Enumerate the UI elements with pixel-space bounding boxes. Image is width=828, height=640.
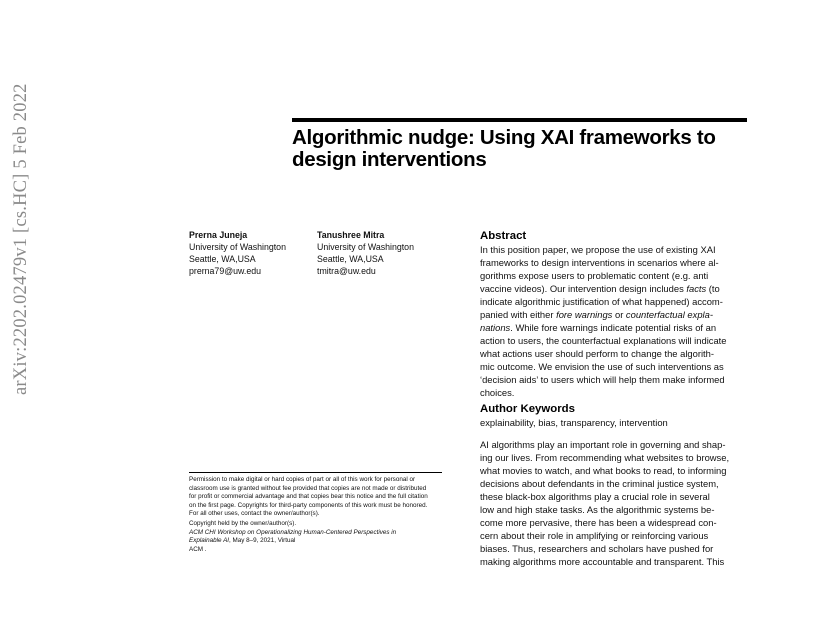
venue-emphasis: Explainable AI — [189, 537, 230, 545]
abstract-line: gorithms expose users to problematic content (e.g. anti — [480, 270, 709, 281]
abstract-fragment: . While fore warnings indicate potential risks of an — [510, 322, 717, 333]
arxiv-identifier-stamp: arXiv:2202.02479v1 [cs.HC] 5 Feb 2022 — [11, 83, 31, 395]
abstract-line: In this position paper, we propose the use of existing XAI — [480, 244, 716, 255]
abstract-line — [480, 308, 738, 321]
keywords-section — [480, 402, 738, 429]
intro-line: decisions about defendants in the criminal justice system, — [480, 478, 719, 489]
intro-line: ing our lives. From recommending what websites to browse, — [480, 452, 730, 463]
abstract-line — [480, 282, 738, 295]
permission-line: on the first page. Copyrights for third-party components of this work must be honored. — [189, 501, 428, 509]
intro-line: what movies to watch, and what books to read, to informing — [480, 465, 727, 476]
keywords-text: explainability, bias, transparency, intervention — [480, 417, 668, 428]
abstract-line — [480, 321, 738, 334]
permission-line: For all other uses, contact the owner/author(s). — [189, 510, 320, 518]
intro-line: come more pervasive, there has been a widespread con- — [480, 517, 717, 528]
intro-line: cern about their role in amplifying or reinforcing various — [480, 530, 709, 541]
title-line-1: Algorithmic nudge: Using XAI frameworks to — [292, 126, 716, 149]
paper-title — [292, 127, 747, 171]
permission-line: Permission to make digital or hard copies of part or all of this work for personal or — [189, 476, 416, 483]
permission-notice — [189, 476, 449, 519]
abstract-fragment: or — [612, 309, 626, 320]
keywords-heading: Author Keywords — [480, 403, 575, 415]
intro-line: making algorithms more accountable and transparent. This — [480, 556, 725, 567]
intro-line: low and high stake tasks. As the algorithmic systems be- — [480, 504, 715, 515]
title-rule — [292, 118, 747, 122]
abstract-fragment: vaccine videos). Our intervention design includes — [480, 283, 687, 294]
abstract-line: ‘decision aids’ to users which will help them make informed — [480, 374, 725, 385]
venue-line: ACM CHI Workshop on Operationalizing Human-Centered Perspectives in — [189, 528, 397, 536]
author-affiliation: University of Washington — [317, 242, 414, 252]
emphasis-fore-warnings: fore warnings — [556, 309, 613, 320]
intro-line: these black-box algorithms play a crucial role in several — [480, 491, 710, 502]
abstract-text — [480, 243, 738, 399]
abstract-line: frameworks to design interventions in scenarios where al- — [480, 257, 719, 268]
footnote-rule — [189, 472, 442, 473]
abstract-line: what actions user should perform to change the algorith- — [480, 348, 714, 359]
abstract-line: choices. — [480, 387, 515, 398]
venue-line — [189, 537, 449, 546]
emphasis-nations: nations — [480, 322, 511, 333]
author-email: prerna79@uw.edu — [189, 266, 262, 276]
permission-line: classroom use is granted without fee provided that copies are not made or distributed — [189, 484, 427, 492]
publisher-acm: ACM . — [189, 545, 207, 553]
venue-date: , May 8–9, 2021, Virtual — [229, 537, 296, 545]
abstract-fragment: (to — [706, 283, 720, 294]
abstract-fragment: panied with either — [480, 309, 557, 320]
title-line-2: design interventions — [292, 148, 487, 171]
author-email: tmitra@uw.edu — [317, 266, 376, 276]
emphasis-counterfactual: counterfactual expla- — [625, 309, 713, 320]
author-location: Seattle, WA,USA — [317, 254, 384, 264]
author-block-2 — [317, 229, 414, 277]
abstract-heading: Abstract — [480, 230, 527, 242]
abstract-line: indicate algorithmic justification of what happened) accom- — [480, 296, 723, 307]
author-name: Tanushree Mitra — [317, 230, 385, 240]
abstract-line: mic outcome. We envision the use of such interventions as — [480, 361, 724, 372]
author-block-1 — [189, 229, 286, 277]
introduction-text — [480, 438, 738, 568]
copyright-notice — [189, 520, 449, 554]
copyright-held: Copyright held by the owner/author(s). — [189, 520, 297, 527]
author-location: Seattle, WA,USA — [189, 254, 256, 264]
permission-line: for profit or commercial advantage and that copies bear this notice and the full citation — [189, 493, 428, 501]
abstract-line: action to users, the counterfactual explanations will indicate — [480, 335, 727, 346]
intro-line: AI algorithms play an important role in governing and shap- — [480, 439, 726, 450]
author-name: Prerna Juneja — [189, 230, 248, 240]
abstract-section — [480, 229, 738, 399]
emphasis-facts: facts — [686, 283, 707, 294]
intro-line: biases. Thus, researchers and scholars have pushed for — [480, 543, 714, 554]
author-affiliation: University of Washington — [189, 242, 286, 252]
